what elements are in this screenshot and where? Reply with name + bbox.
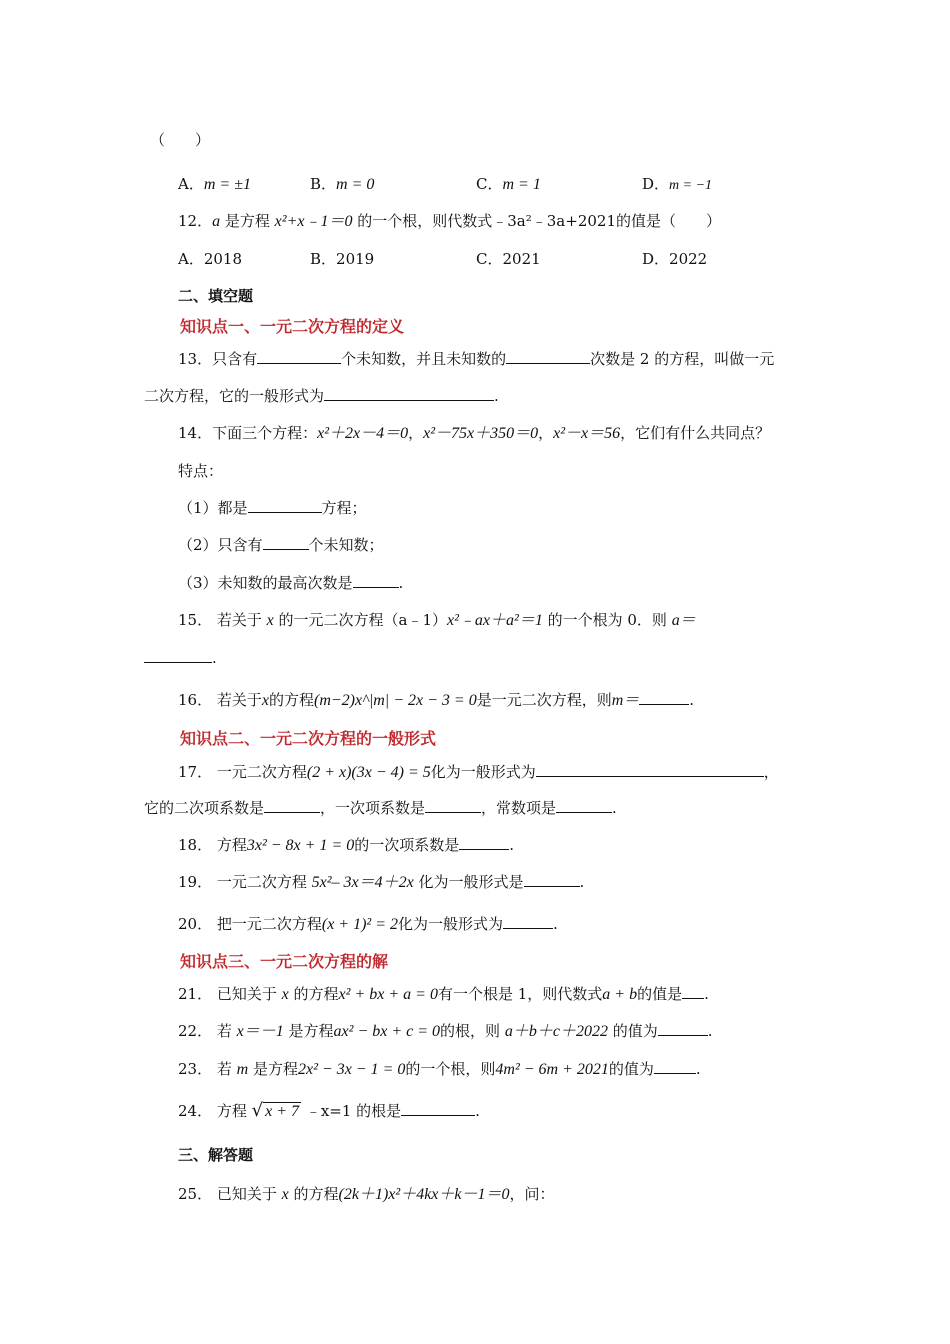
q11-bracket: （ ）: [150, 131, 211, 149]
text: .: [398, 574, 404, 592]
option-letter: A．: [178, 175, 204, 193]
q12-text-2: 的一个根，则代数式﹣3a²﹣3a+2021的值是（ ）: [357, 212, 721, 230]
text: ，它们有什么共同点？: [620, 424, 771, 442]
q14-feature-label: 特点：: [178, 462, 224, 480]
option-letter: C．: [476, 250, 503, 268]
text: 化为一般形式是: [418, 873, 524, 891]
option-letter: D．: [642, 175, 670, 193]
text: 的方程: [268, 691, 314, 709]
text: 13．只含有: [178, 350, 258, 368]
answer-blank[interactable]: [506, 349, 590, 364]
answer-blank[interactable]: [654, 1059, 696, 1074]
text: 23． 若: [178, 1060, 232, 1078]
question-16: [178, 690, 694, 711]
q15-equation: x²﹣ax＋a²＝1: [447, 612, 543, 629]
a-equals: a＝: [671, 612, 696, 629]
option-letter: A．: [178, 250, 204, 268]
square-root: [252, 1101, 301, 1122]
q17-equation: (2 + x)(3x − 4) = 5: [306, 764, 431, 781]
answer-blank[interactable]: [524, 872, 580, 887]
q22-expression: a＋b＋c＋2022: [504, 1023, 608, 1040]
text: .: [553, 915, 558, 933]
text: 21． 已知关于: [178, 985, 277, 1003]
q14-part-2: [178, 535, 384, 555]
question-21: [178, 984, 709, 1005]
q14-part-3: [178, 573, 403, 593]
q23-expression: 4m² − 6m + 2021: [495, 1061, 609, 1078]
question-14: 14．下面三个方程：x²＋2x－4＝0，x²－75x＋350＝0，x²－x＝56，它们有什么共同点？: [178, 424, 771, 442]
option-expr: m = −1: [669, 178, 713, 193]
question-13-line-2: [144, 386, 499, 406]
answer-blank[interactable]: [248, 498, 322, 513]
text: （1）都是: [178, 499, 248, 517]
text: .: [509, 836, 515, 854]
q11-option-b: [310, 174, 374, 195]
answer-blank[interactable]: [425, 798, 481, 813]
text: .: [704, 985, 709, 1003]
m-equals: m＝: [611, 692, 640, 709]
option-value: 2021: [502, 250, 541, 268]
text: .: [689, 691, 695, 709]
text: ，常数项是: [481, 799, 557, 817]
text: 的值为: [612, 1022, 658, 1040]
variable-x: x: [266, 612, 274, 629]
text: ，一次项系数是: [320, 799, 426, 817]
question-17-line-1: [178, 762, 779, 783]
question-13-line-1: [178, 349, 774, 369]
text: 22． 若: [178, 1022, 232, 1040]
question-number: 12．: [178, 212, 213, 230]
text: 的方程: [293, 985, 339, 1003]
q20-equation: (x + 1)² = 2: [321, 916, 399, 933]
variable-a: a: [212, 213, 221, 230]
question-23: [178, 1059, 701, 1080]
question-19: [178, 872, 584, 893]
q21-expression: a + b: [602, 986, 638, 1003]
text: 的值是: [637, 985, 683, 1003]
text: 的方程: [293, 1185, 339, 1203]
text: 二次方程，它的一般形式为: [144, 387, 325, 405]
knowledge-point-3: 知识点三、一元二次方程的解: [180, 952, 389, 971]
option-value: 2022: [669, 250, 708, 268]
text: .: [212, 649, 217, 667]
answer-blank[interactable]: [324, 386, 494, 401]
answer-blank[interactable]: [536, 762, 764, 777]
answer-blank[interactable]: [682, 984, 704, 999]
q11-option-d: [642, 174, 712, 196]
option-letter: B．: [310, 250, 337, 268]
question-12: [178, 211, 721, 232]
q18-equation: 3x² − 8x + 1 = 0: [246, 837, 355, 854]
text: （3）未知数的最高次数是: [178, 574, 353, 592]
text: 个未知数，并且未知数的: [341, 350, 507, 368]
variable-m: m: [236, 1061, 249, 1078]
answer-blank[interactable]: [459, 835, 509, 850]
knowledge-point-1: 知识点一、一元二次方程的定义: [180, 317, 405, 336]
variable-x: x: [261, 692, 269, 709]
text: 的一次项系数是: [354, 836, 460, 854]
q12-option-c: [476, 249, 541, 269]
q21-equation: x² + bx + a = 0: [338, 986, 438, 1003]
q19-equation: 5x²– 3x＝4＋2x: [311, 874, 414, 891]
text: .: [579, 873, 585, 891]
text: 有一个根是 1，则代数式: [437, 985, 603, 1003]
text: 化为一般形式为: [398, 915, 504, 933]
answer-blank[interactable]: [401, 1101, 475, 1116]
radicand: x + 7: [265, 1103, 300, 1120]
section-heading-fill-in: 二、填空题: [178, 287, 254, 305]
q23-equation: 2x² − 3x − 1 = 0: [298, 1061, 406, 1078]
answer-blank[interactable]: [353, 573, 399, 588]
text: 14．下面三个方程：: [178, 424, 318, 442]
option-value: 2018: [203, 250, 243, 268]
question-15-line-1: [178, 610, 696, 631]
q22-root: x＝－1: [236, 1023, 284, 1040]
text: 的一元二次方程（a﹣1）: [278, 611, 448, 629]
text: 的一个根，则: [405, 1060, 496, 1078]
option-expr: m = 0: [336, 176, 375, 193]
question-15-line-2: [144, 648, 217, 668]
answer-blank[interactable]: [257, 349, 341, 364]
text: .: [707, 1022, 713, 1040]
q25-equation: (2k＋1)x²＋4kx＋k－1＝0: [338, 1186, 510, 1203]
text: 它的二次项系数是: [144, 799, 265, 817]
text: .: [695, 1060, 701, 1078]
text: 16． 若关于: [178, 691, 262, 709]
text: ，: [763, 763, 779, 781]
option-letter: C．: [476, 175, 503, 193]
text: .: [475, 1102, 480, 1120]
equation-2: x²－75x＋350＝0: [423, 425, 539, 442]
q22-equation: ax² − bx + c = 0: [333, 1023, 441, 1040]
q12-text-1: 是方程: [224, 212, 270, 230]
text: 化为一般形式为: [430, 763, 536, 781]
option-expr: m = 1: [502, 176, 541, 193]
text: 19． 一元二次方程: [178, 873, 307, 891]
answer-blank[interactable]: [639, 690, 689, 705]
text: 是方程: [252, 1060, 298, 1078]
text: 15． 若关于: [178, 611, 262, 629]
text: ，问：: [509, 1185, 555, 1203]
equation-1: x²＋2x－4＝0: [317, 425, 409, 442]
question-25: [178, 1184, 555, 1205]
equation-3: x²－x＝56: [553, 425, 621, 442]
q11-option-a: [178, 174, 251, 195]
variable-x: x: [281, 986, 289, 1003]
answer-blank[interactable]: [503, 914, 553, 929]
text: .: [494, 387, 499, 405]
radical-sign-icon: √: [251, 1100, 264, 1121]
variable-x: x: [281, 1186, 289, 1203]
text: 24． 方程: [178, 1102, 247, 1120]
question-24: [178, 1101, 480, 1122]
text: 是方程: [288, 1022, 334, 1040]
option-expr: m = ±1: [203, 176, 251, 193]
q12-option-d: [642, 249, 707, 269]
text: 方程；: [321, 499, 367, 517]
text: 是一元二次方程，则: [476, 691, 612, 709]
text: ﹣x=1 的根是: [305, 1102, 402, 1120]
text: 25． 已知关于: [178, 1185, 277, 1203]
question-18: [178, 835, 514, 856]
question-17-line-2: [144, 798, 617, 818]
question-20: [178, 914, 558, 935]
section-heading-solve: 三、解答题: [178, 1146, 254, 1164]
text: 的值为: [608, 1060, 654, 1078]
answer-blank[interactable]: [144, 648, 212, 663]
q14-part-1: [178, 498, 367, 518]
answer-blank[interactable]: [658, 1021, 708, 1036]
text: （2）只含有: [178, 536, 263, 554]
q12-option-b: [310, 249, 374, 269]
option-letter: B．: [310, 175, 337, 193]
knowledge-point-2: 知识点二、一元二次方程的一般形式: [180, 729, 437, 748]
option-value: 2019: [336, 250, 375, 268]
answer-blank[interactable]: [556, 798, 612, 813]
text: 18． 方程: [178, 836, 247, 854]
text: 20． 把一元二次方程: [178, 915, 322, 933]
q16-equation: (m−2)x^|m| − 2x − 3 = 0: [313, 692, 477, 709]
text: 个未知数；: [308, 536, 384, 554]
q11-option-c: [476, 174, 541, 195]
text: 的一个根为 0．则: [547, 611, 667, 629]
text: .: [612, 799, 617, 817]
q12-equation: x²+x﹣1＝0: [274, 213, 353, 230]
answer-blank[interactable]: [264, 798, 320, 813]
text: 的根，则: [440, 1022, 501, 1040]
q12-option-a: [178, 249, 242, 269]
question-22: [178, 1021, 713, 1042]
text: 17． 一元二次方程: [178, 763, 307, 781]
option-letter: D．: [642, 250, 670, 268]
answer-blank[interactable]: [263, 535, 309, 550]
text: 次数是 2 的方程，叫做一元: [590, 350, 775, 368]
